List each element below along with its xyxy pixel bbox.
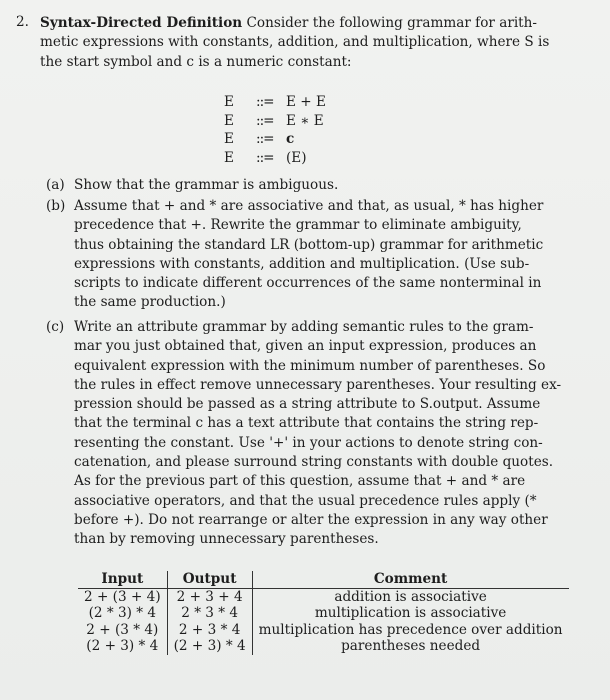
cell-input: 2 + (3 * 4): [78, 622, 167, 639]
cell-output: 2 * 3 * 4: [167, 605, 252, 622]
problem-title: Syntax-Directed Definition: [40, 15, 243, 31]
part-c-text: Write an attribute grammar by adding semantic rules to the gram- mar you just obtained that, given an input expression, produces an equivalent expression with the minimum number of parentheses. So the rules in effect remove unnecessary parentheses. Your resulting ex- pression should be passed as a string attribute to S.output. Assume that the terminal c has a text attribute that contains the string rep- resenting the constant. Use '+' in your actions to denote string con- catenation, and please surround string constants with double quotes. As for the previous part of this question, assume that + and * are associative operators, and that the usual precedence rules apply (* before +). Do not rearrange or alter the expression in any way other than by removing unnecessary parentheses.: [74, 319, 562, 548]
cell-comment: parentheses needed: [341, 638, 481, 655]
cell-comment: addition is associative: [334, 588, 487, 605]
production-row: E ::= c: [224, 131, 295, 148]
header-comment: Comment: [252, 571, 568, 588]
production-row: E ::= E ∗ E: [224, 112, 324, 129]
cell-comment: multiplication is associative: [314, 605, 507, 622]
part-b-text: Assume that + and * are associative and that, as usual, * has higher precedence that +. Rewrite the grammar to eliminate ambiguity, thus obtaining the standard LR (bottom-up) grammar for arithmetic expressions with constants, addition and multiplication. (Use sub- scripts to indicate different occurrences of the same nonterminal in the same production.): [74, 198, 544, 311]
production-row: E ::= E + E: [224, 94, 326, 110]
part-a-label: (a): [46, 177, 65, 193]
header-input: Input: [78, 571, 167, 588]
cell-input: 2 + (3 + 4): [78, 588, 167, 605]
table-row: [78, 605, 569, 622]
table-header-row: [78, 571, 569, 588]
part-b-label: (b): [46, 198, 66, 214]
cell-input: (2 * 3) * 4: [78, 605, 167, 622]
cell-output: (2 + 3) * 4: [167, 638, 252, 655]
cell-output: 2 + 3 + 4: [167, 588, 252, 605]
cell-input: (2 + 3) * 4: [78, 638, 167, 655]
problem-number: 2.: [16, 14, 29, 30]
examples-table: [78, 571, 569, 655]
cell-comment: multiplication has precedence over addition: [258, 621, 563, 638]
table-row: [78, 638, 569, 655]
table-row: [78, 588, 569, 605]
problem-intro: [40, 14, 595, 72]
grammar-productions: [224, 93, 326, 167]
intro-line: Consider the following grammar for arith-: [246, 15, 537, 31]
intro-line: metic expressions with constants, addition, and multiplication, where S is: [40, 34, 550, 51]
header-output: Output: [167, 571, 252, 588]
production-row: E ::= (E): [224, 149, 307, 166]
part-c-label: (c): [46, 319, 65, 335]
part-a-text: Show that the grammar is ambiguous.: [74, 177, 339, 193]
table-row: [78, 622, 569, 639]
cell-output: 2 + 3 * 4: [167, 622, 252, 639]
intro-line: the start symbol and c is a numeric constant:: [40, 53, 352, 70]
